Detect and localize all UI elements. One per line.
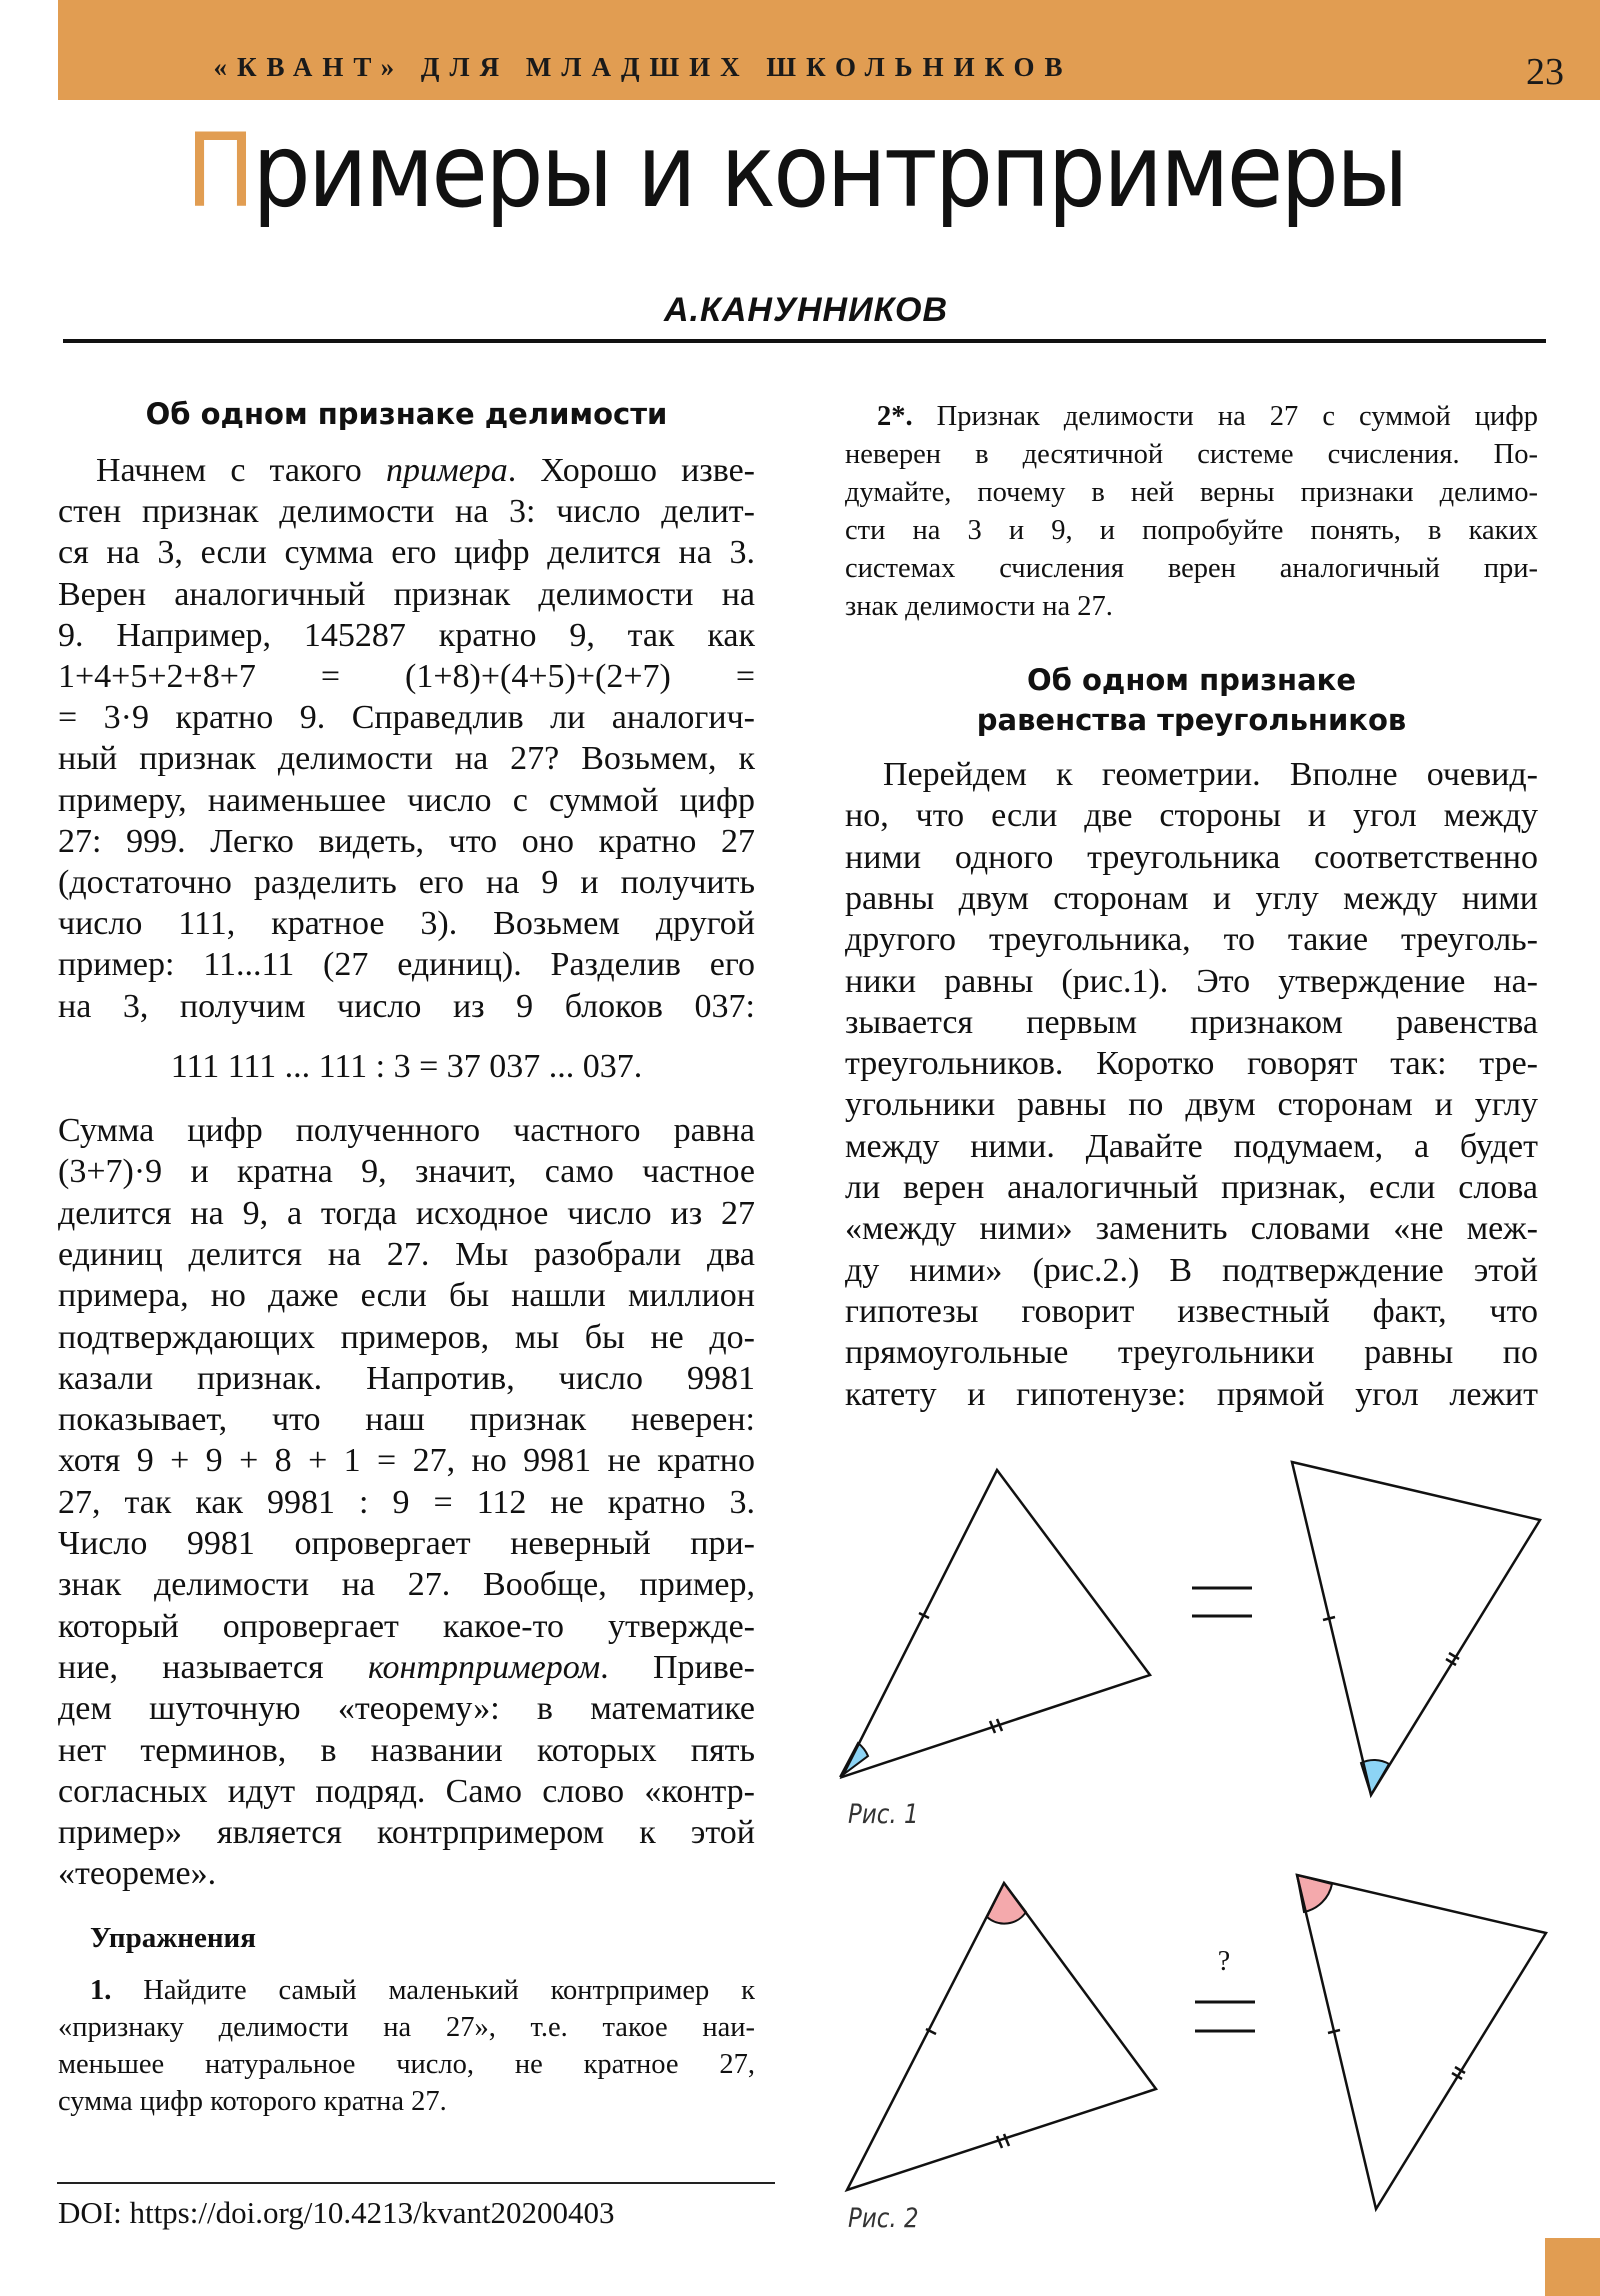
text-line: «между ними» заменить словами «не меж-: [845, 1210, 1538, 1247]
question-equals: [1195, 1946, 1255, 2031]
text-line: пример: 11...11 (27 единиц). Разделив его: [58, 946, 755, 983]
text-line: 27, так как 9981 : 9 = 112 не кратно 3.: [58, 1484, 755, 1521]
emphasis: примера: [385, 452, 508, 489]
text-line: неверен в десятичной системе счисления. По-: [845, 439, 1538, 470]
text-line: хотя 9 + 9 + 8 + 1 = 27, но 9981 не кратно: [58, 1442, 755, 1479]
text-line: Число 9981 опровергает неверный при-: [58, 1525, 755, 1562]
text-line: между ними. Давайте подумаем, а будет: [845, 1128, 1538, 1165]
exercise-number: 1.: [90, 1975, 144, 2006]
text-line: (достаточно разделить его на 9 и получить: [58, 864, 755, 901]
figure-1-caption: Рис. 1: [848, 1799, 919, 1830]
text-line: знак делимости на 27. Вообще, пример,: [58, 1566, 755, 1603]
emphasis: контрпримером: [367, 1649, 601, 1686]
title-rest: римеры и контрпримеры: [252, 112, 1406, 231]
text-line: (3+7)·9 и кратна 9, значит, само частное: [58, 1153, 755, 1190]
header-band: [58, 0, 1600, 100]
figure-1: [820, 1430, 1600, 1840]
text-line: сумма цифр которого кратна 27.: [58, 2086, 447, 2117]
exercises-heading: Упражнения: [90, 1922, 256, 1954]
text-line: примера, но даже если бы нашли миллион: [58, 1277, 755, 1314]
text-line: ние, называется контрпримером. Приве-: [58, 1649, 755, 1686]
section-heading-line1: Об одном признаке: [1026, 663, 1357, 697]
text-line: катету и гипотенузе: прямой угол лежит: [845, 1376, 1538, 1413]
text-line: ся на 3, если сумма его цифр делится на 3.: [58, 534, 755, 571]
corner-accent: [1545, 2238, 1600, 2296]
running-title: «КВАНТ» ДЛЯ МЛАДШИХ ШКОЛЬНИКОВ: [213, 52, 1073, 82]
text-line: думайте, почему в ней верны признаки делимо-: [845, 477, 1538, 508]
doi-link[interactable]: DOI: https://doi.org/10.4213/kvant20200403: [58, 2195, 615, 2230]
text-line: 27: 999. Легко видеть, что оно кратно 27: [58, 823, 755, 860]
text-line: ники равны (рис.1). Это утверждение на-: [845, 963, 1538, 1000]
section-heading-line2: равенства треугольников: [976, 703, 1407, 737]
article-title: [186, 112, 1406, 231]
title-first-letter: П: [186, 112, 253, 231]
text-line: подтверждающих примеров, мы бы не до-: [58, 1319, 755, 1356]
text-line: ду ними» (рис.2.) В подтверждение этой: [845, 1252, 1538, 1289]
exercise-number: 2*.: [877, 401, 937, 432]
text-line: знак делимости на 27.: [845, 591, 1113, 622]
section-heading-triangles: [845, 660, 1538, 740]
text-line: но, что если две стороны и угол между: [845, 797, 1538, 834]
text-line: на 3, получим число из 9 блоков 037:: [58, 988, 755, 1025]
text-line: ними одного треугольника соответственно: [845, 839, 1538, 876]
equals-sign: [1192, 1588, 1252, 1616]
text-line: зывается первым признаком равенства: [845, 1004, 1538, 1041]
text-line: который опровергает какое-то утвержде-: [58, 1608, 755, 1645]
text-line: Перейдем к геометрии. Вполне очевид-: [883, 756, 1538, 793]
text-line: равны двум сторонам и углу между ними: [845, 880, 1538, 917]
text-line: гипотезы говорит известный факт, что: [845, 1293, 1538, 1330]
text-line: ли верен аналогичный признак, если слова: [845, 1169, 1538, 1206]
text-line: казали признак. Напротив, число 9981: [58, 1360, 755, 1397]
text-line: Верен аналогичный признак делимости на: [58, 576, 755, 613]
author-rule: [63, 339, 1546, 343]
text-line: другого треугольника, то такие треуголь-: [845, 921, 1538, 958]
author: А.КАНУННИКОВ: [663, 291, 949, 329]
section-heading-divisibility: Об одном признаке делимости: [145, 397, 668, 431]
text-line: угольники равны по двум сторонам и углу: [845, 1086, 1538, 1123]
text-line: 1. Найдите самый маленький контрпример к: [90, 1975, 756, 2006]
text-line: примеру, наименьшее число с суммой цифр: [58, 782, 755, 819]
text-line: системах счисления верен аналогичный при-: [845, 553, 1538, 584]
text-line: 9. Например, 145287 кратно 9, так как: [58, 617, 755, 654]
text-line: треугольников. Коротко говорят так: тре-: [845, 1045, 1538, 1082]
text-line: Начнем с такого примера. Хорошо изве-: [96, 452, 755, 489]
formula: 111 111 ... 111 : 3 = 37 037 ... 037.: [170, 1048, 643, 1085]
text-line: показывает, что наш признак неверен:: [58, 1401, 755, 1438]
triangle-2b: [1297, 1875, 1546, 2209]
question-mark: ?: [1217, 1946, 1231, 1977]
text-line: стен признак делимости на 3: число делит-: [58, 493, 755, 530]
text-line: «признаку делимости на 27», т.е. такое наи-: [58, 2012, 755, 2043]
text-line: сти на 3 и 9, и попробуйте понять, в каких: [845, 515, 1538, 546]
text-line: прямоугольные треугольники равны по: [845, 1334, 1538, 1371]
footnote-rule: [57, 2182, 775, 2184]
text-line: согласных идут подряд. Само слово «контр-: [58, 1773, 755, 1810]
triangle-1a: [840, 1470, 1150, 1777]
text-line: 1+4+5+2+8+7 = (1+8)+(4+5)+(2+7) =: [58, 658, 755, 695]
text-line: Сумма цифр полученного частного равна: [58, 1112, 755, 1149]
figure-2: [820, 1850, 1600, 2230]
text-line: ный признак делимости на 27? Возьмем, к: [58, 740, 755, 777]
text-line: число 111, кратное 3). Возьмем другой: [58, 905, 755, 942]
text-line: = 3·9 кратно 9. Справедлив ли аналогич-: [58, 699, 755, 736]
figure-2-caption: Рис. 2: [848, 2203, 919, 2234]
text-line: единиц делится на 27. Мы разобрали два: [58, 1236, 755, 1273]
page-number: 23: [1526, 51, 1564, 93]
text-line: нет терминов, в названии которых пять: [58, 1732, 755, 1769]
triangle-2a: [847, 1883, 1156, 2190]
text-line: делится на 9, а тогда исходное число из 27: [58, 1195, 755, 1232]
text-line: меньшее натуральное число, не кратное 27,: [58, 2049, 755, 2080]
text-line: дем шуточную «теорему»: в математике: [58, 1690, 755, 1727]
triangle-1b: [1292, 1462, 1540, 1795]
text-line: пример» является контрпримером к этой: [58, 1814, 755, 1851]
text-line: 2*. Признак делимости на 27 с суммой цифр: [877, 401, 1538, 432]
text-line: «теореме».: [58, 1855, 217, 1892]
